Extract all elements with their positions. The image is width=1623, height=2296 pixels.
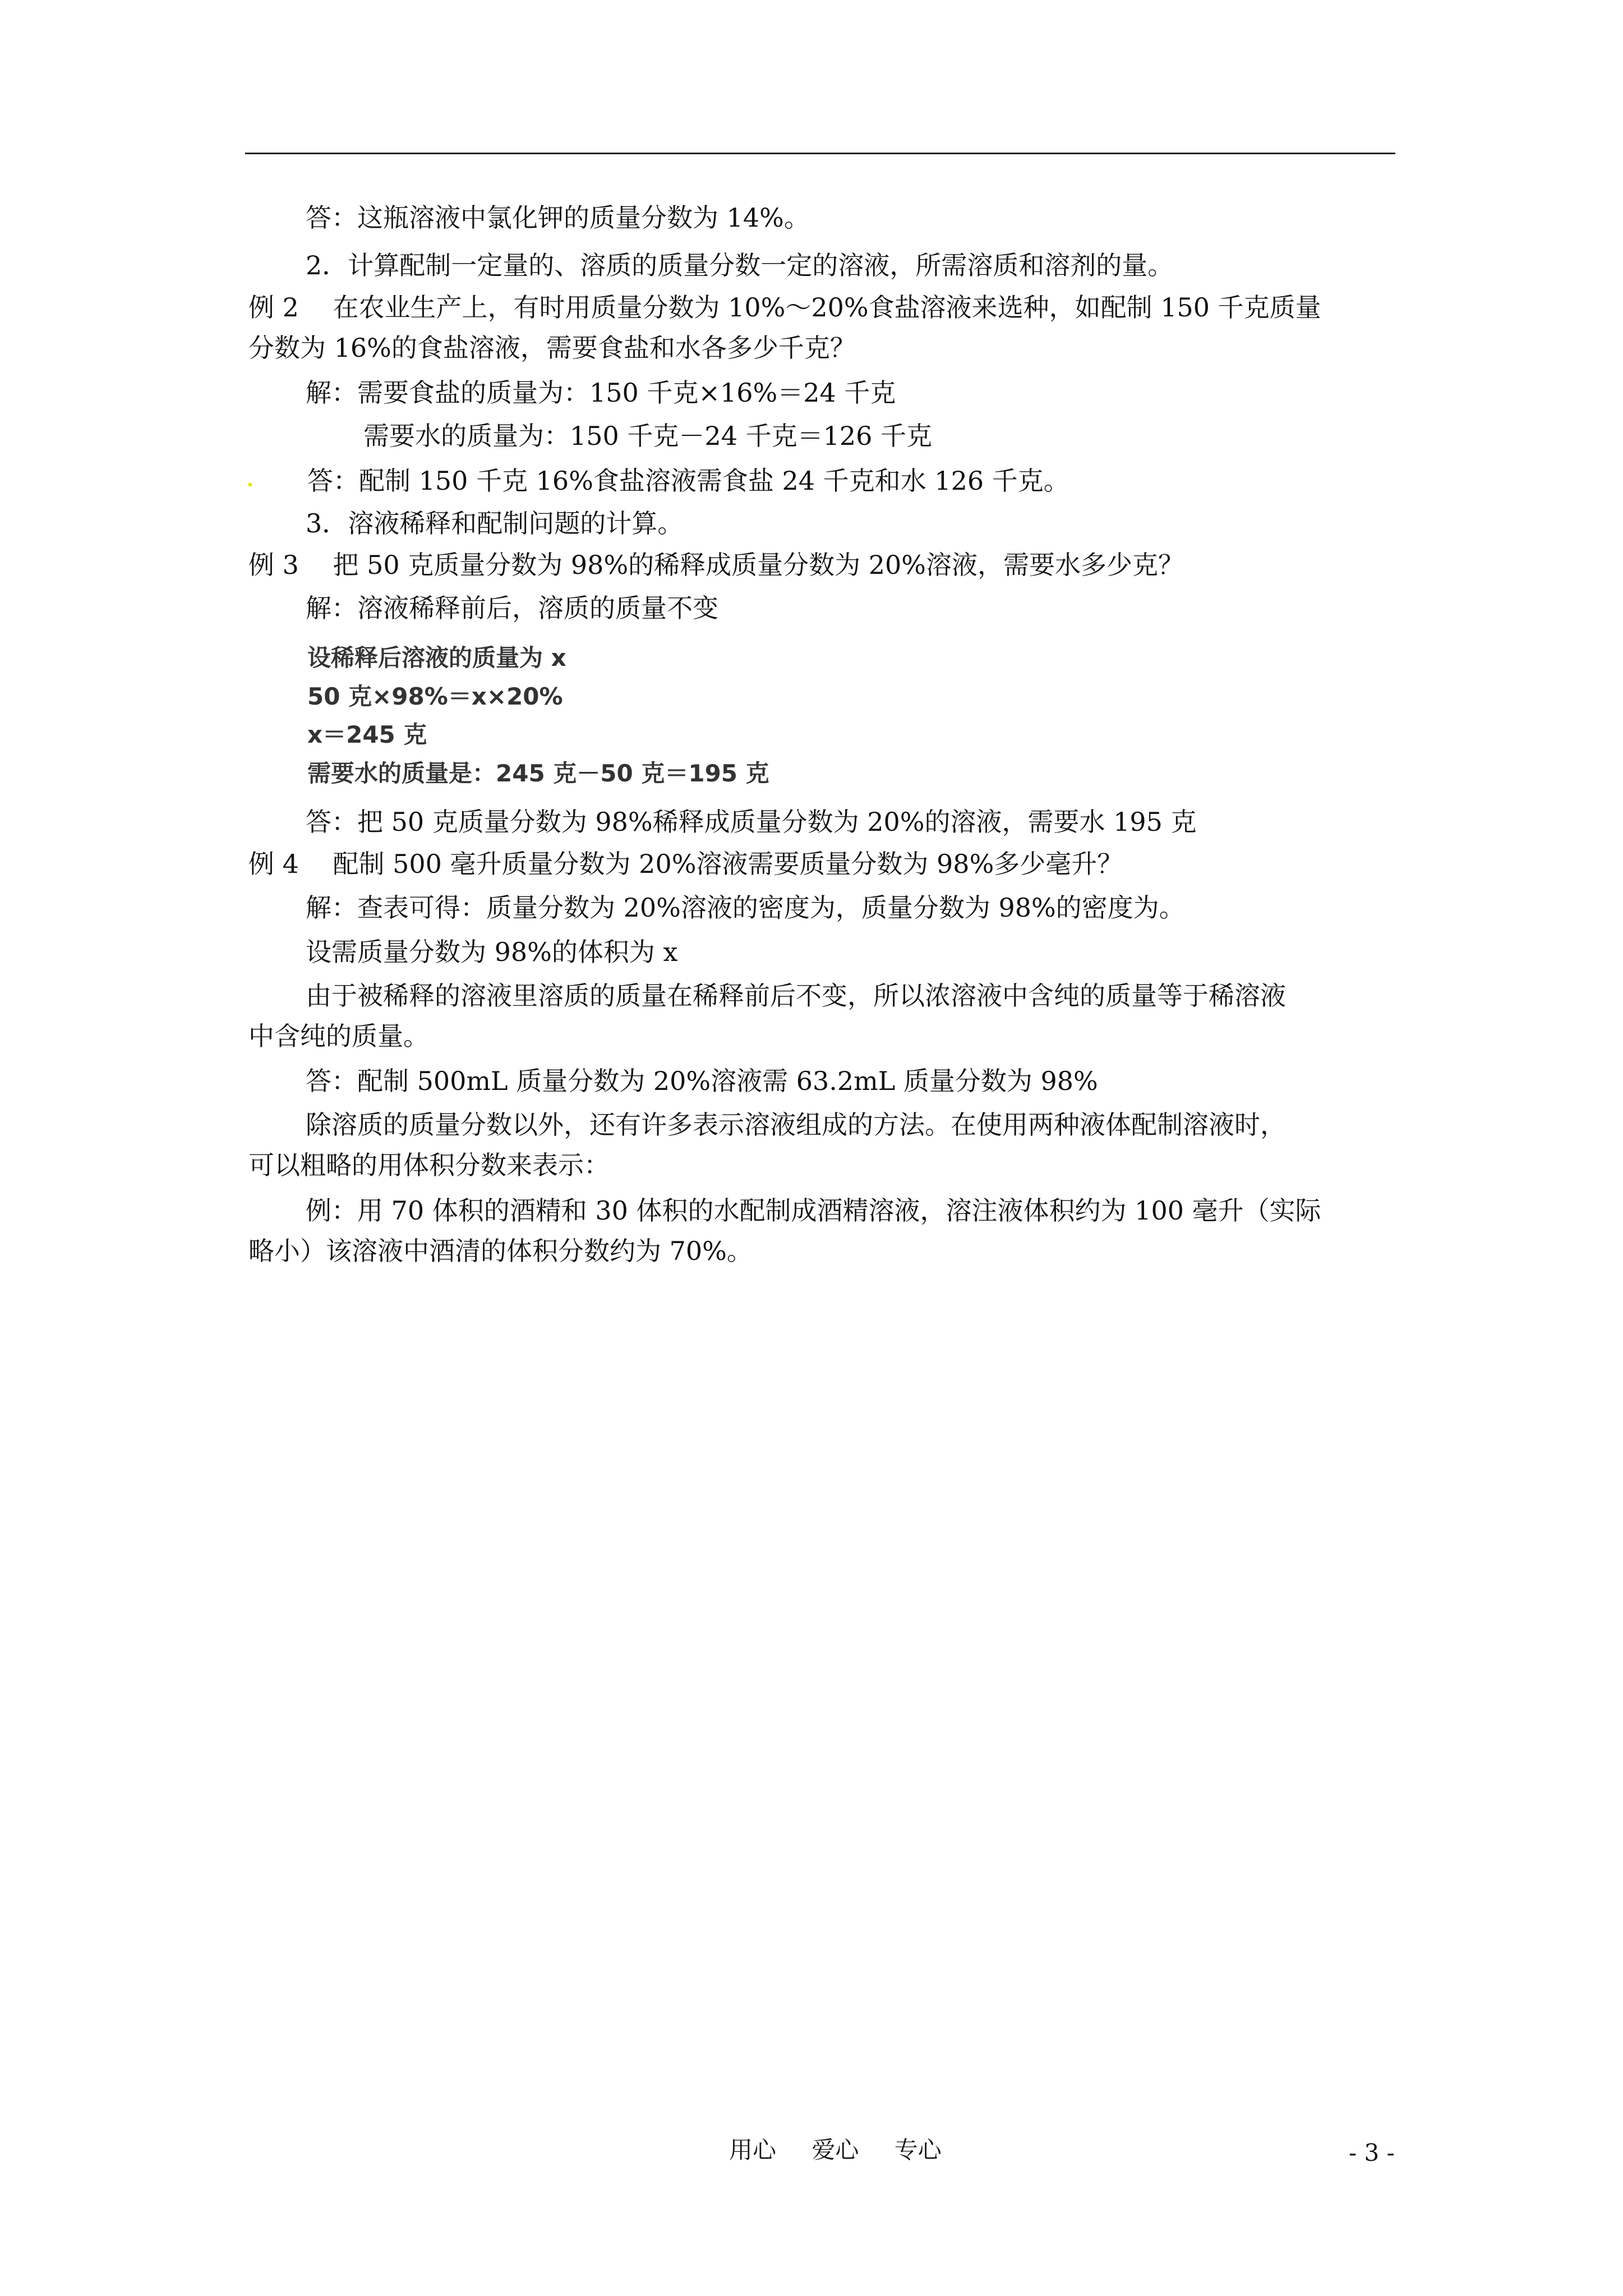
answer-1: 答：这瓶溶液中氯化钾的质量分数为 14%。: [306, 203, 810, 233]
footer-motto-1: 用心: [729, 2136, 777, 2164]
calc-line-4: 需要水的质量是：245 克－50 克＝195 克: [307, 760, 769, 787]
answer-3: 答：把 50 克质量分数为 98%稀释成质量分数为 20%的溶液，需要水 195 克: [306, 807, 1197, 837]
solution-4-line-2: 设需质量分数为 98%的体积为 x: [306, 937, 678, 967]
solution-4-line-4: 中含纯的质量。: [248, 1021, 429, 1051]
volume-fraction-line-1: 除溶质的质量分数以外，还有许多表示溶液组成的方法。在使用两种液体配制溶液时，: [306, 1110, 1286, 1140]
example-2-line-2: 分数为 16%的食盐溶液，需要食盐和水各多少千克？: [248, 333, 856, 363]
footer-motto-2: 爱心: [811, 2136, 859, 2164]
solution-4-line-1: 解：查表可得：质量分数为 20%溶液的密度为，质量分数为 98%的密度为。: [306, 892, 1185, 923]
solution-3-intro: 解：溶液稀释前后，溶质的质量不变: [306, 593, 718, 623]
footer-motto: [729, 2134, 970, 2166]
volume-example-line-1: 例：用 70 体积的酒精和 30 体积的水配制成酒精溶液，溶注液体积约为 100 毫升（实际: [306, 1195, 1321, 1226]
solution-4-line-3: 由于被稀释的溶液里溶质的质量在稀释前后不变，所以浓溶液中含纯的质量等于稀溶液: [306, 981, 1286, 1011]
calc-line-3: x＝245 克: [307, 721, 427, 748]
page-number: - 3 -: [1349, 2139, 1395, 2166]
example-4: 例 4 配制 500 毫升质量分数为 20%溶液需要质量分数为 98%多少毫升？: [248, 849, 1123, 879]
calc-line-2: 50 克×98%＝x×20%: [307, 683, 563, 710]
volume-fraction-line-2: 可以粗略的用体积分数来表示：: [248, 1150, 610, 1180]
answer-2: 答：配制 150 千克 16%食盐溶液需食盐 24 千克和水 126 千克。: [307, 466, 1069, 496]
calc-line-1: 设稀释后溶液的质量为 x: [307, 644, 566, 671]
example-3: 例 3 把 50 克质量分数为 98%的稀释成质量分数为 20%溶液，需要水多少克？: [248, 550, 1184, 580]
footer-motto-3: 专心: [894, 2136, 942, 2164]
solution-2-line-1: 解：需要食盐的质量为：150 千克×16%＝24 千克: [306, 378, 896, 408]
section-2-heading: 2．计算配制一定量的、溶质的质量分数一定的溶液，所需溶质和溶剂的量。: [306, 250, 1174, 280]
example-2-line-1: 例 2 在农业生产上，有时用质量分数为 10%～20%食盐溶液来选种，如配制 150 千克质量: [248, 292, 1321, 323]
section-3-heading: 3．溶液稀释和配制问题的计算。: [306, 508, 684, 539]
answer-4: 答：配制 500mL 质量分数为 20%溶液需 63.2mL 质量分数为 98%: [306, 1066, 1098, 1096]
volume-example-line-2: 略小）该溶液中酒清的体积分数约为 70%。: [248, 1236, 753, 1266]
stray-dot: [248, 483, 252, 486]
header-rule: [245, 153, 1395, 154]
solution-2-line-2: 需要水的质量为：150 千克－24 千克＝126 千克: [363, 421, 932, 451]
